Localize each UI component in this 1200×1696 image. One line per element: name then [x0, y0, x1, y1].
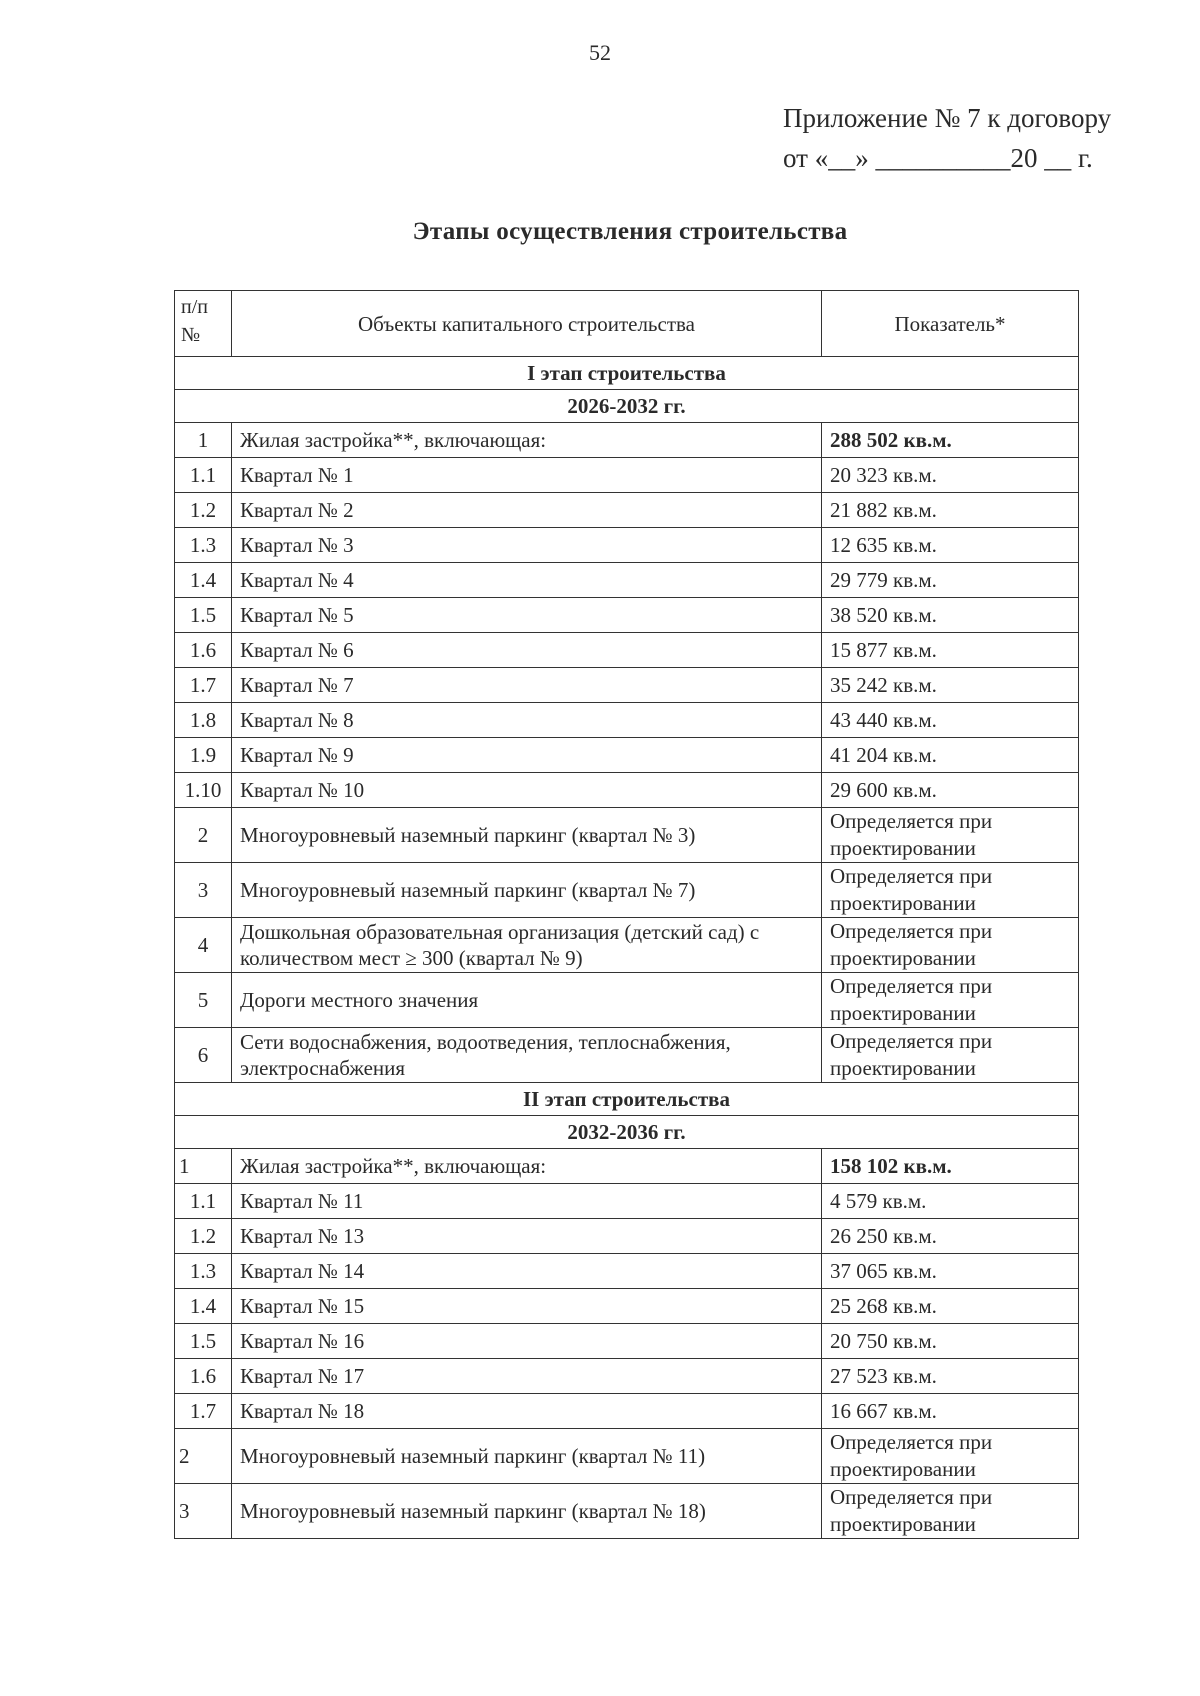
- row-object: Квартал № 18: [232, 1394, 822, 1429]
- table-row: [175, 528, 1079, 563]
- row-object: Жилая застройка**, включающая:: [232, 423, 822, 458]
- table-row: [175, 1184, 1079, 1219]
- appendix-line-1: Приложение № 7 к договору: [783, 103, 1112, 133]
- table-row: [175, 973, 1079, 1028]
- stage-2-years-label: 2032-2036 гг.: [175, 1116, 1079, 1149]
- row-object: Квартал № 1: [232, 458, 822, 493]
- row-indicator: Определяется при проектировании: [822, 1429, 1079, 1484]
- row-indicator: 21 882 кв.м.: [822, 493, 1079, 528]
- row-indicator: Определяется при проектировании: [822, 973, 1079, 1028]
- row-number: 1: [175, 1149, 232, 1184]
- row-object: Квартал № 10: [232, 773, 822, 808]
- row-number: 1.6: [175, 633, 232, 668]
- row-number: 1.9: [175, 738, 232, 773]
- row-number: 1.7: [175, 1394, 232, 1429]
- row-object: Квартал № 11: [232, 1184, 822, 1219]
- row-indicator: Определяется при проектировании: [822, 918, 1079, 973]
- row-object: Квартал № 14: [232, 1254, 822, 1289]
- row-indicator: 37 065 кв.м.: [822, 1254, 1079, 1289]
- row-object: Квартал № 2: [232, 493, 822, 528]
- header-indicator: Показатель*: [822, 291, 1079, 357]
- table-row: [175, 633, 1079, 668]
- row-object: Квартал № 5: [232, 598, 822, 633]
- table-row: [175, 1219, 1079, 1254]
- row-object: Многоуровневый наземный паркинг (квартал № 3): [232, 808, 822, 863]
- row-number: 1.2: [175, 1219, 232, 1254]
- row-number: 2: [175, 1429, 232, 1484]
- row-number: 3: [175, 863, 232, 918]
- row-indicator: 27 523 кв.м.: [822, 1359, 1079, 1394]
- appendix-reference: [783, 98, 1111, 178]
- row-object: Дороги местного значения: [232, 973, 822, 1028]
- row-indicator: 20 750 кв.м.: [822, 1324, 1079, 1359]
- row-indicator: 16 667 кв.м.: [822, 1394, 1079, 1429]
- table-row: [175, 773, 1079, 808]
- row-number: 1.1: [175, 1184, 232, 1219]
- row-object: Многоуровневый наземный паркинг (квартал № 11): [232, 1429, 822, 1484]
- table-row: [175, 808, 1079, 863]
- row-object: Квартал № 9: [232, 738, 822, 773]
- row-indicator: 35 242 кв.м.: [822, 668, 1079, 703]
- row-indicator: 43 440 кв.м.: [822, 703, 1079, 738]
- document-title: Этапы осуществления строительства: [412, 218, 848, 245]
- row-number: 1.1: [175, 458, 232, 493]
- row-indicator: 26 250 кв.м.: [822, 1219, 1079, 1254]
- row-number: 1.4: [175, 563, 232, 598]
- row-object: Квартал № 4: [232, 563, 822, 598]
- stage-1-heading: [175, 357, 1079, 390]
- row-object: Квартал № 6: [232, 633, 822, 668]
- row-indicator: 29 600 кв.м.: [822, 773, 1079, 808]
- row-indicator: 4 579 кв.м.: [822, 1184, 1079, 1219]
- table-row: [175, 458, 1079, 493]
- row-object: Квартал № 7: [232, 668, 822, 703]
- table-row: [175, 668, 1079, 703]
- stage-1-heading-label: I этап строительства: [175, 357, 1079, 390]
- row-indicator: 288 502 кв.м.: [822, 423, 1079, 458]
- appendix-line-2: от «__» __________20 __ г.: [783, 143, 1093, 173]
- stage-2-heading: [175, 1083, 1079, 1116]
- table-row: [175, 1484, 1079, 1539]
- page-number: 52: [589, 40, 611, 65]
- table-row: [175, 493, 1079, 528]
- table-row: [175, 1359, 1079, 1394]
- table-row: [175, 863, 1079, 918]
- stage-1-years-label: 2026-2032 гг.: [175, 390, 1079, 423]
- row-number: 4: [175, 918, 232, 973]
- row-indicator: Определяется при проектировании: [822, 1028, 1079, 1083]
- row-number: 1.5: [175, 598, 232, 633]
- row-number: 3: [175, 1484, 232, 1539]
- row-indicator: 25 268 кв.м.: [822, 1289, 1079, 1324]
- row-number: 1.3: [175, 1254, 232, 1289]
- row-indicator: 41 204 кв.м.: [822, 738, 1079, 773]
- table-row: [175, 1149, 1079, 1184]
- table-header-row: [175, 291, 1079, 357]
- table-row: [175, 918, 1079, 973]
- row-object: Жилая застройка**, включающая:: [232, 1149, 822, 1184]
- stage-1-years: [175, 390, 1079, 423]
- stage-2-heading-label: II этап строительства: [175, 1083, 1079, 1116]
- row-indicator: Определяется при проектировании: [822, 863, 1079, 918]
- table-row: [175, 1028, 1079, 1083]
- row-indicator: 20 323 кв.м.: [822, 458, 1079, 493]
- row-object: Квартал № 3: [232, 528, 822, 563]
- table-row: [175, 1394, 1079, 1429]
- row-object: Дошкольная образовательная организация (детский сад) с количеством мест ≥ 300 (квартал № 9): [232, 918, 822, 973]
- header-number: п/п №: [175, 291, 232, 357]
- row-object: Сети водоснабжения, водоотведения, теплоснабжения, электроснабжения: [232, 1028, 822, 1083]
- row-object: Квартал № 8: [232, 703, 822, 738]
- row-number: 2: [175, 808, 232, 863]
- row-object: Квартал № 13: [232, 1219, 822, 1254]
- row-number: 1.3: [175, 528, 232, 563]
- row-object: Квартал № 17: [232, 1359, 822, 1394]
- row-indicator: Определяется при проектировании: [822, 1484, 1079, 1539]
- row-number: 1: [175, 423, 232, 458]
- row-object: Квартал № 15: [232, 1289, 822, 1324]
- table-row: [175, 563, 1079, 598]
- table-row: [175, 738, 1079, 773]
- row-number: 5: [175, 973, 232, 1028]
- row-object: Многоуровневый наземный паркинг (квартал № 7): [232, 863, 822, 918]
- table-row: [175, 1289, 1079, 1324]
- header-object: Объекты капитального строительства: [232, 291, 822, 357]
- table-row: [175, 423, 1079, 458]
- row-number: 1.6: [175, 1359, 232, 1394]
- row-indicator: 15 877 кв.м.: [822, 633, 1079, 668]
- row-indicator: 158 102 кв.м.: [822, 1149, 1079, 1184]
- row-number: 1.4: [175, 1289, 232, 1324]
- row-number: 1.8: [175, 703, 232, 738]
- row-object: Квартал № 16: [232, 1324, 822, 1359]
- row-number: 6: [175, 1028, 232, 1083]
- table-row: [175, 1254, 1079, 1289]
- row-indicator: Определяется при проектировании: [822, 808, 1079, 863]
- row-number: 1.10: [175, 773, 232, 808]
- row-indicator: 38 520 кв.м.: [822, 598, 1079, 633]
- row-number: 1.7: [175, 668, 232, 703]
- table-row: [175, 1429, 1079, 1484]
- table-body: [175, 357, 1079, 1539]
- table-row: [175, 703, 1079, 738]
- row-number: 1.5: [175, 1324, 232, 1359]
- table-row: [175, 1324, 1079, 1359]
- row-object: Многоуровневый наземный паркинг (квартал № 18): [232, 1484, 822, 1539]
- construction-stages-table: [174, 290, 1079, 1539]
- stage-2-years: [175, 1116, 1079, 1149]
- row-indicator: 29 779 кв.м.: [822, 563, 1079, 598]
- row-indicator: 12 635 кв.м.: [822, 528, 1079, 563]
- table-row: [175, 598, 1079, 633]
- row-number: 1.2: [175, 493, 232, 528]
